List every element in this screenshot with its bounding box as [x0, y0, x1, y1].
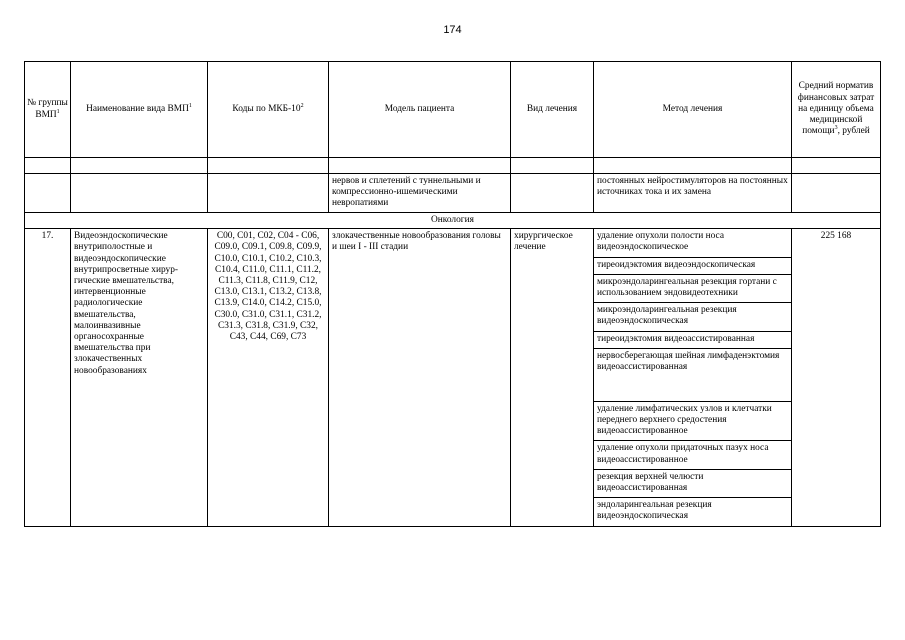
continuation-model: нервов и сплетений с туннельными и компрессионно-ишемическими невропатиями — [329, 174, 511, 213]
entry-treatment: хирургическое лечение — [511, 229, 594, 526]
continuation-method: постоянных нейростимуляторов на постоянных источниках тока и их замена — [594, 174, 792, 213]
header-treatment: Вид лечения — [511, 62, 594, 158]
method-item: удаление опухоли придаточных пазух носа видеоассистированное — [594, 441, 791, 469]
page-number: 174 — [443, 24, 462, 36]
vmp-table — [24, 61, 881, 527]
entry-name: Видеоэндоскопические внутриполостные и видеоэндоскопические внутрипросветные хирур-гические вмешательства, интервенционные радиологические вмешательства, малоинвазивные органосохранные вмешательства при злокачественных новообразованиях — [71, 229, 208, 526]
method-item: резекция верхней челюсти видеоассистированная — [594, 470, 791, 498]
header-method: Метод лечения — [594, 62, 792, 158]
method-item: тиреоидэктомия видеоассистированная — [594, 332, 791, 349]
method-item: микроэндоларингеальная резекция гортани с использованием эндовидеотехники — [594, 275, 791, 303]
section-title: Онкология — [25, 213, 881, 229]
section-row — [25, 213, 881, 229]
header-model: Модель пациента — [329, 62, 511, 158]
entry-row — [25, 229, 881, 526]
method-item: эндоларингеальная резекция видеоэндоскопическая — [597, 500, 712, 522]
entry-codes: C00, C01, C02, C04 - C06, C09.0, C09.1, C09.8, C09.9, C10.0, C10.1, C10.2, C10.3, C10.4, C11.0, C11.1, C11.2, C11.3, C11.8, C11.9, C12, C13.0, C13.1, C13.2, C13.8, C13.9, C14.0, C14.2, C15.0, C30.0, C31.0, C31.1, C31.2, C31.3, C31.8, C31.9, C32, C43, C44, C69, C73 — [208, 229, 329, 526]
method-item: нервосберегающая шейная лимфаденэктомия видеоассистированная — [594, 349, 791, 402]
header-codes: Коды по МКБ-$10^2$ — [208, 62, 329, 158]
header-name: Наименование вида ВМП$^1$ — [71, 62, 208, 158]
header-row — [25, 62, 881, 158]
header-cost: Средний норматив финансовых затрат на единицу объема медицинской помощи$^3$, рублей — [792, 62, 881, 158]
entry-cost: 225 168 — [792, 229, 881, 526]
entry-group: 17. — [25, 229, 71, 526]
header-group: № группы ВМП$^1$ — [25, 62, 71, 158]
method-item: удаление опухоли полости носа видеоэндоскопическое — [594, 229, 791, 257]
entry-model: злокачественные новообразования головы и шеи I - III стадии — [329, 229, 511, 526]
method-item: микроэндоларингеальная резекция видеоэндоскопическая — [594, 303, 791, 331]
continuation-row — [25, 174, 881, 213]
empty-row — [25, 158, 881, 174]
method-item: тиреоидэктомия видеоэндоскопическая — [594, 258, 791, 275]
method-item: удаление лимфатических узлов и клетчатки переднего верхнего средостения видеоассистированное — [594, 402, 791, 442]
entry-methods — [594, 229, 792, 526]
